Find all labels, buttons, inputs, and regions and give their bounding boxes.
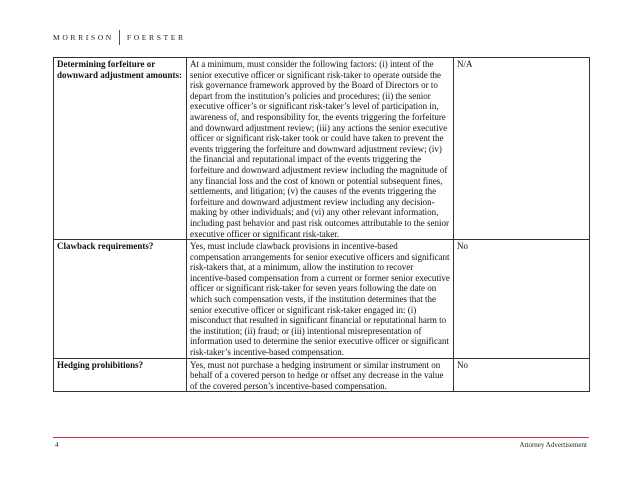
logo-divider [119, 30, 120, 45]
row-note: N/A [454, 58, 590, 240]
row-requirement: At a minimum, must consider the following factors: (i) intent of the senior executive officer or significant risk-taker to operate outside the risk governance framework approved by the Board of Directors or to depart from the institution’s policies and procedures; (ii) the senior executive officer’s or significant risk-taker’s level of participation in, awareness of, and responsibility for, the events triggering the forfeiture and downward adjustment review; (iii) any actions the senior executive officer or significant risk-taker took or could have taken to prevent the events triggering the forfeiture and downward adjustment review; (iv) the financial and reputational impact of the events triggering the forfeiture and downward adjustment review including the magnitude of any financial loss and the cost of known or potential subsequent fines, settlements, and litigation; (v) the causes of the events triggering the forfeiture and downward adjustment review including any decision-making by other individuals; and (vi) any other relevant information, including past behavior and past risk outcomes attributable to the senior executive officer or significant risk-taker. [187, 58, 454, 240]
row-note: No [454, 240, 590, 359]
row-label: Determining forfeiture or downward adjustment amounts: [54, 58, 187, 240]
table-row [54, 58, 590, 240]
attorney-advertisement: Attorney Advertisement [519, 441, 587, 449]
row-requirement: Yes, must include clawback provisions in incentive-based compensation arrangements for senior executive officers and significant risk-takers that, at a minimum, allow the institution to recover incentive-based compensation from a current or former senior executive officer or significant risk-taker for seven years following the date on which such compensation vests, if the institution determines that the senior executive officer or significant risk-taker engaged in: (i) misconduct that resulted in significant financial or reputational harm to the institution; (ii) fraud; or (iii) intentional misrepresentation of information used to determine the senior executive officer or significant risk-taker’s incentive-based compensation. [187, 240, 454, 359]
logo-left-text: MORRISON [53, 32, 114, 42]
row-label: Hedging prohibitions? [54, 358, 187, 392]
footer-rule [53, 437, 589, 438]
row-label: Clawback requirements? [54, 240, 187, 359]
table-row [54, 358, 590, 392]
table-row [54, 240, 590, 359]
logo-right-text: FOERSTER [126, 32, 186, 42]
row-requirement: Yes, must not purchase a hedging instrument or similar instrument on behalf of a covered person to hedge or offset any decrease in the value of the covered person’s incentive-based compensation. [187, 358, 454, 392]
firm-logo [53, 29, 186, 45]
row-note: No [454, 358, 590, 392]
page-number: 4 [55, 441, 59, 449]
requirements-table [53, 57, 590, 392]
